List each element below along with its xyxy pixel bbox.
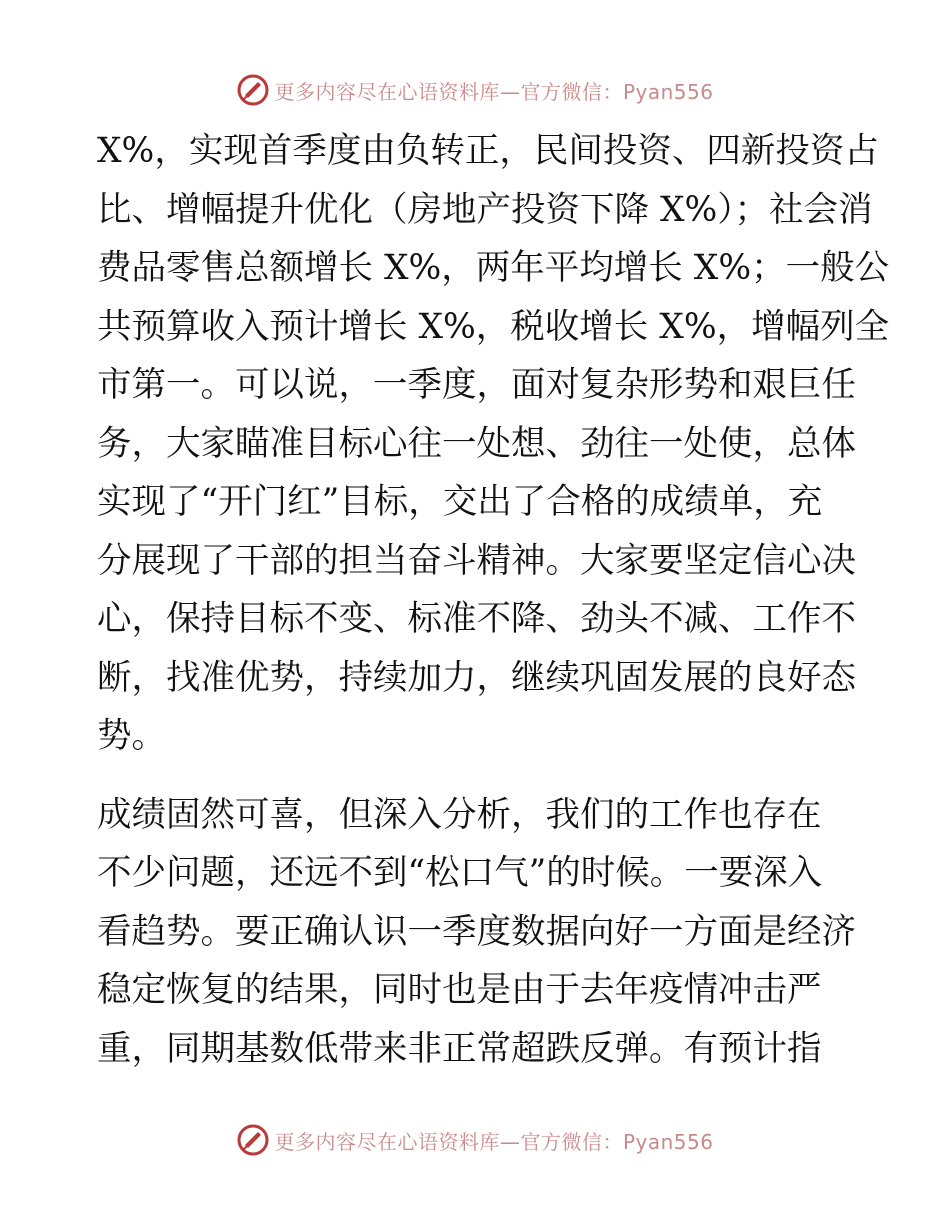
document-body: [97, 122, 890, 1078]
brand-logo-icon: [236, 1123, 270, 1157]
footer-watermark-banner: [0, 1120, 950, 1160]
text-line: 看趋势。要正确认识一季度数据向好一方面是经济: [97, 911, 856, 952]
text-line: 稳定恢复的结果，同时也是由于去年疫情冲击严: [97, 970, 822, 1010]
text-line: 共预算收入预计增长 X%，税收增长 X%，增幅列全: [97, 306, 890, 347]
text-line: 务，大家瞄准目标心往一处想、劲往一处使，总体: [97, 423, 856, 464]
text-line: 分展现了干部的担当奋斗精神。大家要坚定信心决: [97, 540, 856, 581]
paragraph-1: [97, 122, 890, 766]
brand-logo-icon: [236, 73, 270, 107]
text-line: 势。: [97, 716, 166, 756]
header-watermark-banner: [0, 70, 950, 110]
text-line: 实现了“开门红”目标，交出了合格的成绩单，充: [97, 482, 823, 522]
text-line: 重，同期基数低带来非正常超跌反弹。有预计指: [97, 1028, 822, 1069]
header-watermark-text: 更多内容尽在心语资料库—官方微信：Pyan556: [274, 79, 714, 104]
text-line: 成绩固然可喜，但深入分析，我们的工作也存在: [97, 794, 822, 835]
text-line: 费品零售总额增长 X%，两年平均增长 X%；一般公: [97, 248, 890, 288]
text-line: 断，找准优势，持续加力，继续巩固发展的良好态: [97, 657, 856, 698]
text-line: X%，实现首季度由负转正，民间投资、四新投资占: [97, 131, 879, 171]
footer-watermark-text: 更多内容尽在心语资料库—官方微信：Pyan556: [274, 1129, 714, 1154]
text-line: 市第一。可以说，一季度，面对复杂形势和艰巨任: [97, 365, 856, 405]
text-line: 不少问题，还远不到“松口气”的时候。一要深入: [97, 853, 823, 893]
paragraph-2: [97, 786, 857, 1079]
text-line: 比、增幅提升优化（房地产投资下降 X%）；社会消: [97, 189, 873, 230]
text-line: 心，保持目标不变、标准不降、劲头不减、工作不: [97, 599, 856, 639]
